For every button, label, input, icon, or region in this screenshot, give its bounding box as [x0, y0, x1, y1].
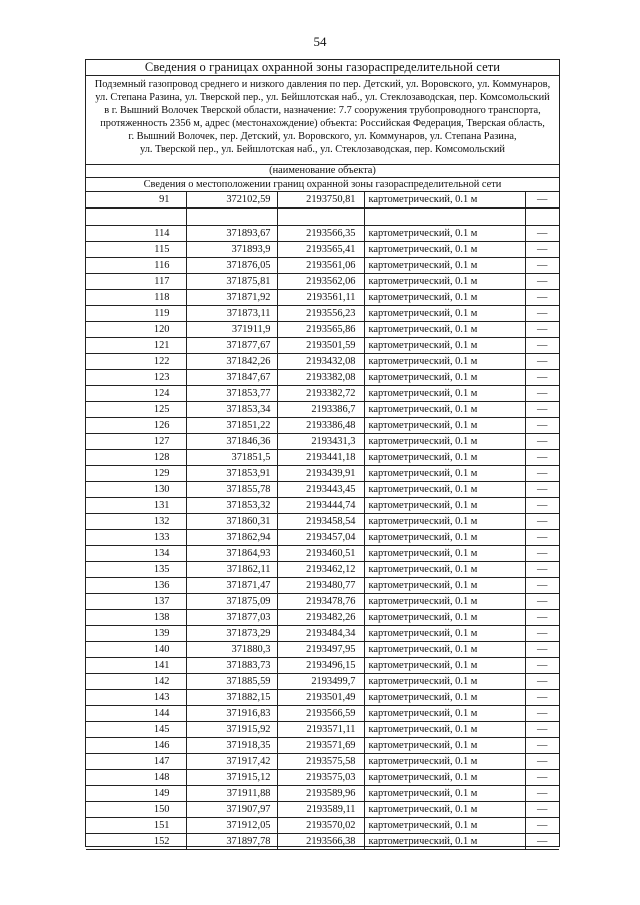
description-line: протяженность 2356 м, адрес (местонахождение) объекта: Российская Федерация, Тверская область, [100, 118, 545, 129]
note-cell: — [525, 626, 559, 642]
x-coordinate-cell: 371880,3 [186, 642, 277, 658]
method-cell: картометрический, 0.1 м [364, 818, 525, 834]
point-number-cell: 149 [86, 786, 186, 802]
y-coordinate-cell: 2193565,86 [277, 322, 364, 338]
x-coordinate-cell: 371851,5 [186, 450, 277, 466]
table-row [86, 514, 559, 530]
y-coordinate-cell: 2193443,45 [277, 482, 364, 498]
table-row [86, 386, 559, 402]
method-cell: картометрический, 0.1 м [364, 466, 525, 482]
note-cell: — [525, 786, 559, 802]
note-cell: — [525, 338, 559, 354]
x-coordinate-cell: 371864,93 [186, 546, 277, 562]
x-coordinate-cell: 371875,09 [186, 594, 277, 610]
point-number-cell: 141 [86, 658, 186, 674]
method-cell: картометрический, 0.1 м [364, 578, 525, 594]
table-row [86, 242, 559, 258]
note-cell: — [525, 818, 559, 834]
method-cell: картометрический, 0.1 м [364, 226, 525, 242]
method-cell: картометрический, 0.1 м [364, 386, 525, 402]
x-coordinate-cell: 371912,05 [186, 818, 277, 834]
y-coordinate-cell: 2193561,06 [277, 258, 364, 274]
note-cell: — [525, 258, 559, 274]
point-number-cell: 91 [86, 192, 186, 208]
y-coordinate-cell: 2193482,26 [277, 610, 364, 626]
method-cell: картометрический, 0.1 м [364, 722, 525, 738]
method-cell: картометрический, 0.1 м [364, 546, 525, 562]
note-cell: — [525, 514, 559, 530]
point-number-cell: 143 [86, 690, 186, 706]
description-line: Подземный газопровод среднего и низкого давления по пер. Детский, ул. Воровского, ул. Коммунаров, [94, 79, 551, 90]
x-coordinate-cell: 371883,73 [186, 658, 277, 674]
coordinates-table [86, 192, 559, 850]
note-cell: — [525, 834, 559, 850]
x-coordinate-cell: 371871,47 [186, 578, 277, 594]
point-number-cell: 115 [86, 242, 186, 258]
method-cell: картометрический, 0.1 м [364, 562, 525, 578]
x-coordinate-cell: 371897,78 [186, 834, 277, 850]
note-cell: — [525, 498, 559, 514]
description-line: г. Вышний Волочек, пер. Детский, ул. Воровского, ул. Коммунаров, ул. Степана Разина, [128, 131, 517, 142]
note-cell: — [525, 722, 559, 738]
table-row [86, 642, 559, 658]
x-coordinate-cell: 371862,11 [186, 562, 277, 578]
method-cell: картометрический, 0.1 м [364, 418, 525, 434]
point-number-cell: 125 [86, 402, 186, 418]
table-row [86, 226, 559, 242]
note-cell: — [525, 466, 559, 482]
point-number-cell: 126 [86, 418, 186, 434]
point-number-cell: 119 [86, 306, 186, 322]
table-row [86, 482, 559, 498]
table-row [86, 818, 559, 834]
table-row [86, 610, 559, 626]
method-cell: картометрический, 0.1 м [364, 338, 525, 354]
table-row [86, 578, 559, 594]
point-number-cell: 136 [86, 578, 186, 594]
table-row [86, 450, 559, 466]
table-row [86, 274, 559, 290]
table-row [86, 530, 559, 546]
y-coordinate-cell: 2193566,35 [277, 226, 364, 242]
object-description [86, 76, 559, 165]
note-cell: — [525, 354, 559, 370]
x-coordinate-cell: 371915,12 [186, 770, 277, 786]
method-cell: картометрический, 0.1 м [364, 450, 525, 466]
point-number-cell: 114 [86, 226, 186, 242]
y-coordinate-cell: 2193566,38 [277, 834, 364, 850]
table-row [86, 370, 559, 386]
note-cell: — [525, 242, 559, 258]
table-row [86, 498, 559, 514]
point-number-cell: 138 [86, 610, 186, 626]
table-row [86, 208, 559, 226]
point-number-cell: 146 [86, 738, 186, 754]
table-row [86, 834, 559, 850]
point-number-cell: 124 [86, 386, 186, 402]
point-number-cell: 139 [86, 626, 186, 642]
x-coordinate-cell: 371853,77 [186, 386, 277, 402]
y-coordinate-cell: 2193750,81 [277, 192, 364, 208]
method-cell: картометрический, 0.1 м [364, 434, 525, 450]
point-number-cell: 137 [86, 594, 186, 610]
point-number-cell: 131 [86, 498, 186, 514]
method-cell: картометрический, 0.1 м [364, 354, 525, 370]
point-number-cell: 140 [86, 642, 186, 658]
x-coordinate-cell: 371916,83 [186, 706, 277, 722]
x-coordinate-cell: 371853,32 [186, 498, 277, 514]
x-coordinate-cell: 371911,9 [186, 322, 277, 338]
note-cell: — [525, 434, 559, 450]
description-line: ул. Тверской пер., ул. Бейшлотская наб., ул. Стеклозаводская, пер. Комсомольский [140, 144, 505, 155]
y-coordinate-cell: 2193458,54 [277, 514, 364, 530]
table-row [86, 738, 559, 754]
x-coordinate-cell: 371842,26 [186, 354, 277, 370]
point-number-cell: 133 [86, 530, 186, 546]
note-cell: — [525, 226, 559, 242]
point-number-cell: 145 [86, 722, 186, 738]
y-coordinate-cell: 2193462,12 [277, 562, 364, 578]
y-coordinate-cell: 2193589,96 [277, 786, 364, 802]
table-row [86, 690, 559, 706]
point-number-cell: 142 [86, 674, 186, 690]
point-number-cell: 116 [86, 258, 186, 274]
x-coordinate-cell: 371893,67 [186, 226, 277, 242]
y-coordinate-cell: 2193571,11 [277, 722, 364, 738]
y-coordinate-cell: 2193565,41 [277, 242, 364, 258]
x-coordinate-cell: 371911,88 [186, 786, 277, 802]
page-number: 54 [313, 34, 327, 49]
x-coordinate-cell: 371855,78 [186, 482, 277, 498]
point-number-cell: 127 [86, 434, 186, 450]
method-cell: картометрический, 0.1 м [364, 738, 525, 754]
y-coordinate-cell: 2193386,48 [277, 418, 364, 434]
object-name-caption: (наименование объекта) [86, 165, 559, 178]
point-number-cell: 135 [86, 562, 186, 578]
method-cell: картометрический, 0.1 м [364, 258, 525, 274]
y-coordinate-cell: 2193382,72 [277, 386, 364, 402]
point-number-cell: 147 [86, 754, 186, 770]
table-row [86, 562, 559, 578]
y-coordinate-cell: 2193501,59 [277, 338, 364, 354]
table-row [86, 192, 559, 208]
y-coordinate-cell: 2193570,02 [277, 818, 364, 834]
y-coordinate-cell: 2193562,06 [277, 274, 364, 290]
method-cell: картометрический, 0.1 м [364, 770, 525, 786]
x-coordinate-cell: 371873,29 [186, 626, 277, 642]
y-coordinate-cell: 2193444,74 [277, 498, 364, 514]
point-number-cell: 130 [86, 482, 186, 498]
method-cell: картометрический, 0.1 м [364, 610, 525, 626]
point-number-cell: 128 [86, 450, 186, 466]
x-coordinate-cell: 371871,92 [186, 290, 277, 306]
method-cell: картометрический, 0.1 м [364, 306, 525, 322]
table-row [86, 722, 559, 738]
point-number-cell: 144 [86, 706, 186, 722]
x-coordinate-cell: 371846,36 [186, 434, 277, 450]
y-coordinate-cell: 2193480,77 [277, 578, 364, 594]
point-number-cell: 118 [86, 290, 186, 306]
point-number-cell: 132 [86, 514, 186, 530]
table-row [86, 594, 559, 610]
y-coordinate-cell: 2193431,3 [277, 434, 364, 450]
y-coordinate-cell: 2193499,7 [277, 674, 364, 690]
x-coordinate-cell [186, 208, 277, 226]
table-row [86, 546, 559, 562]
x-coordinate-cell: 371893,9 [186, 242, 277, 258]
location-header: Сведения о местоположении границ охранной зоны газораспределительной сети [86, 178, 559, 192]
note-cell: — [525, 610, 559, 626]
point-number-cell: 129 [86, 466, 186, 482]
note-cell: — [525, 690, 559, 706]
y-coordinate-cell: 2193382,08 [277, 370, 364, 386]
note-cell: — [525, 274, 559, 290]
note-cell: — [525, 418, 559, 434]
method-cell: картометрический, 0.1 м [364, 626, 525, 642]
x-coordinate-cell: 371885,59 [186, 674, 277, 690]
point-number-cell: 150 [86, 802, 186, 818]
method-cell: картометрический, 0.1 м [364, 482, 525, 498]
method-cell: картометрический, 0.1 м [364, 706, 525, 722]
method-cell: картометрический, 0.1 м [364, 242, 525, 258]
x-coordinate-cell: 371877,67 [186, 338, 277, 354]
description-line: ул. Степана Разина, ул. Тверской пер., ул. Бейшлотская наб., ул. Стеклозаводская, пер. Комсомольский [95, 92, 550, 103]
y-coordinate-cell: 2193589,11 [277, 802, 364, 818]
note-cell: — [525, 674, 559, 690]
x-coordinate-cell: 371876,05 [186, 258, 277, 274]
table-row [86, 706, 559, 722]
y-coordinate-cell [277, 208, 364, 226]
note-cell: — [525, 594, 559, 610]
note-cell: — [525, 386, 559, 402]
x-coordinate-cell: 371847,67 [186, 370, 277, 386]
note-cell: — [525, 482, 559, 498]
table-row [86, 402, 559, 418]
method-cell: картометрический, 0.1 м [364, 690, 525, 706]
y-coordinate-cell: 2193571,69 [277, 738, 364, 754]
note-cell: — [525, 770, 559, 786]
note-cell: — [525, 450, 559, 466]
note-cell: — [525, 290, 559, 306]
table-row [86, 754, 559, 770]
table-row [86, 338, 559, 354]
method-cell: картометрический, 0.1 м [364, 322, 525, 338]
x-coordinate-cell: 371918,35 [186, 738, 277, 754]
point-number-cell: 117 [86, 274, 186, 290]
note-cell: — [525, 642, 559, 658]
method-cell [364, 208, 525, 226]
x-coordinate-cell: 371853,91 [186, 466, 277, 482]
y-coordinate-cell: 2193556,23 [277, 306, 364, 322]
x-coordinate-cell: 371860,31 [186, 514, 277, 530]
y-coordinate-cell: 2193478,76 [277, 594, 364, 610]
method-cell: картометрический, 0.1 м [364, 192, 525, 208]
y-coordinate-cell: 2193439,91 [277, 466, 364, 482]
point-number-cell: 152 [86, 834, 186, 850]
note-cell: — [525, 658, 559, 674]
x-coordinate-cell: 372102,59 [186, 192, 277, 208]
method-cell: картометрический, 0.1 м [364, 834, 525, 850]
x-coordinate-cell: 371873,11 [186, 306, 277, 322]
y-coordinate-cell: 2193386,7 [277, 402, 364, 418]
table-row [86, 290, 559, 306]
note-cell: — [525, 706, 559, 722]
table-row [86, 770, 559, 786]
note-cell: — [525, 546, 559, 562]
x-coordinate-cell: 371851,22 [186, 418, 277, 434]
point-number-cell: 121 [86, 338, 186, 354]
y-coordinate-cell: 2193561,11 [277, 290, 364, 306]
y-coordinate-cell: 2193484,34 [277, 626, 364, 642]
table-row [86, 322, 559, 338]
method-cell: картометрический, 0.1 м [364, 290, 525, 306]
note-cell: — [525, 802, 559, 818]
method-cell: картометрический, 0.1 м [364, 802, 525, 818]
x-coordinate-cell: 371915,92 [186, 722, 277, 738]
x-coordinate-cell: 371862,94 [186, 530, 277, 546]
y-coordinate-cell: 2193496,15 [277, 658, 364, 674]
method-cell: картометрический, 0.1 м [364, 530, 525, 546]
table-row [86, 434, 559, 450]
method-cell: картометрический, 0.1 м [364, 274, 525, 290]
table-row [86, 674, 559, 690]
y-coordinate-cell: 2193575,03 [277, 770, 364, 786]
y-coordinate-cell: 2193432,08 [277, 354, 364, 370]
y-coordinate-cell: 2193497,95 [277, 642, 364, 658]
table-row [86, 466, 559, 482]
method-cell: картометрический, 0.1 м [364, 402, 525, 418]
note-cell: — [525, 370, 559, 386]
table-row [86, 658, 559, 674]
table-row [86, 306, 559, 322]
y-coordinate-cell: 2193501,49 [277, 690, 364, 706]
table-row [86, 802, 559, 818]
method-cell: картометрический, 0.1 м [364, 514, 525, 530]
point-number-cell: 123 [86, 370, 186, 386]
note-cell [525, 208, 559, 226]
method-cell: картометрический, 0.1 м [364, 594, 525, 610]
x-coordinate-cell: 371882,15 [186, 690, 277, 706]
point-number-cell [86, 208, 186, 226]
note-cell: — [525, 578, 559, 594]
note-cell: — [525, 530, 559, 546]
note-cell: — [525, 402, 559, 418]
x-coordinate-cell: 371907,97 [186, 802, 277, 818]
note-cell: — [525, 562, 559, 578]
y-coordinate-cell: 2193441,18 [277, 450, 364, 466]
table-row [86, 418, 559, 434]
description-line: в г. Вышний Волочек Тверской области, назначение: 7.7 сооружения трубопроводного транспорта, [104, 105, 541, 116]
document-title: Сведения о границах охранной зоны газораспределительной сети [86, 60, 559, 76]
method-cell: картометрический, 0.1 м [364, 674, 525, 690]
x-coordinate-cell: 371875,81 [186, 274, 277, 290]
x-coordinate-cell: 371853,34 [186, 402, 277, 418]
y-coordinate-cell: 2193460,51 [277, 546, 364, 562]
y-coordinate-cell: 2193457,04 [277, 530, 364, 546]
y-coordinate-cell: 2193566,59 [277, 706, 364, 722]
table-row [86, 258, 559, 274]
table-row [86, 786, 559, 802]
note-cell: — [525, 754, 559, 770]
method-cell: картометрический, 0.1 м [364, 642, 525, 658]
point-number-cell: 151 [86, 818, 186, 834]
method-cell: картометрический, 0.1 м [364, 498, 525, 514]
method-cell: картометрический, 0.1 м [364, 658, 525, 674]
x-coordinate-cell: 371917,42 [186, 754, 277, 770]
table-row [86, 626, 559, 642]
note-cell: — [525, 322, 559, 338]
y-coordinate-cell: 2193575,58 [277, 754, 364, 770]
point-number-cell: 134 [86, 546, 186, 562]
note-cell: — [525, 306, 559, 322]
point-number-cell: 122 [86, 354, 186, 370]
table-row [86, 354, 559, 370]
point-number-cell: 120 [86, 322, 186, 338]
document-table-frame [85, 59, 560, 847]
method-cell: картометрический, 0.1 м [364, 370, 525, 386]
method-cell: картометрический, 0.1 м [364, 786, 525, 802]
point-number-cell: 148 [86, 770, 186, 786]
note-cell: — [525, 738, 559, 754]
x-coordinate-cell: 371877,03 [186, 610, 277, 626]
note-cell: — [525, 192, 559, 208]
method-cell: картометрический, 0.1 м [364, 754, 525, 770]
